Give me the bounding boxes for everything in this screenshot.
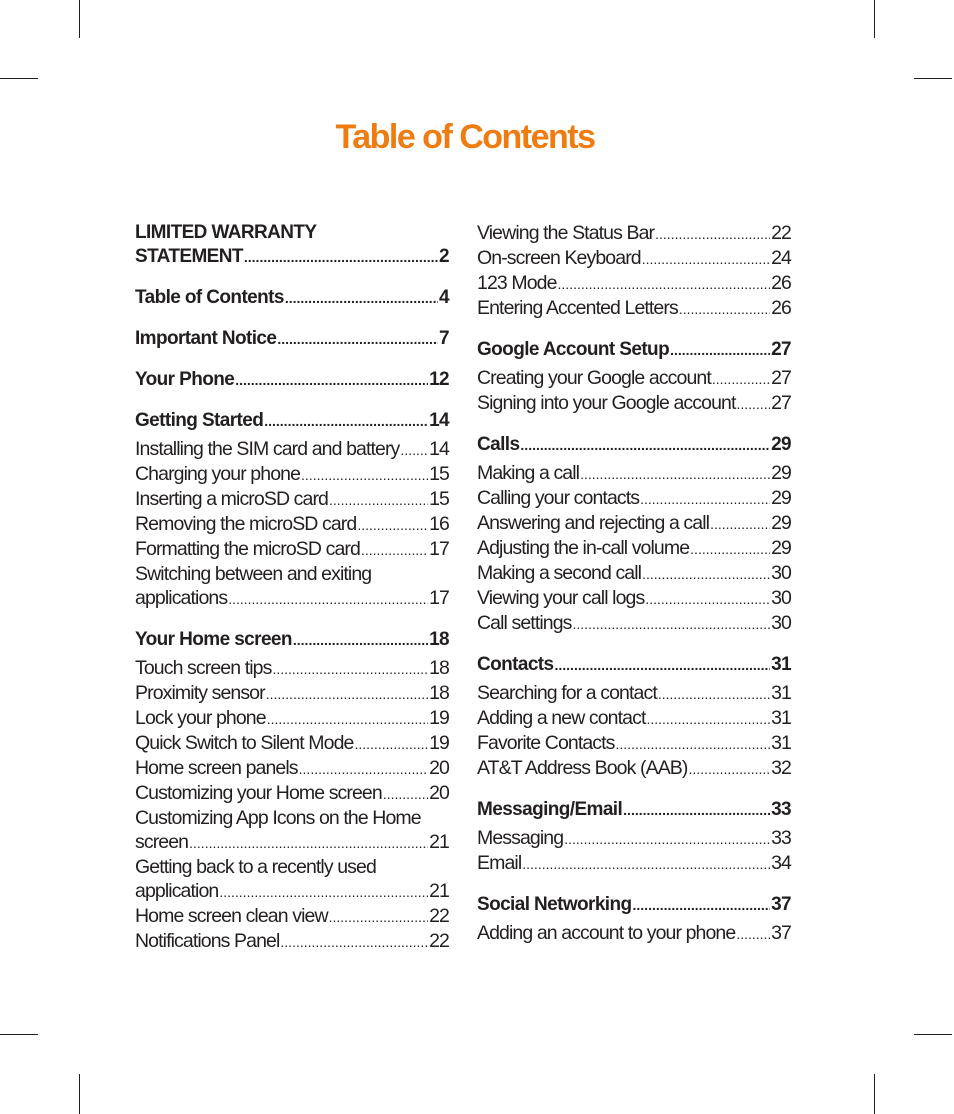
page-number: 21 [429, 880, 449, 902]
toc-right-column [477, 221, 791, 963]
toc-entry-label: Calling your contacts [477, 487, 640, 509]
dot-leader [736, 922, 770, 946]
dot-leader [689, 757, 771, 781]
toc-entry[interactable] [477, 391, 791, 416]
toc-entry-label: Home screen panels [135, 757, 298, 779]
toc-entry-label: Lock your phone [135, 707, 266, 729]
toc-entry-label: Formatting the microSD card [135, 538, 360, 560]
dot-leader [266, 682, 428, 706]
dot-leader [555, 653, 771, 677]
toc-heading[interactable] [477, 338, 791, 362]
page-number: 30 [771, 612, 791, 634]
dot-leader [267, 707, 428, 731]
dot-leader [219, 880, 428, 904]
toc-section-your-phone [135, 368, 449, 392]
page-number: 29 [771, 462, 791, 484]
toc-section-table-of-contents [135, 286, 449, 310]
toc-left-column [135, 221, 449, 971]
page-number: 29 [771, 512, 791, 534]
dot-leader [293, 628, 428, 652]
toc-heading[interactable] [135, 368, 449, 392]
toc-entry-label: Messaging [477, 827, 564, 849]
toc-heading-label: Getting Started [135, 410, 264, 431]
toc-heading[interactable] [135, 327, 449, 351]
dot-leader [520, 433, 770, 457]
page-number: 27 [771, 392, 791, 414]
toc-entry[interactable] [477, 536, 791, 561]
toc-entry[interactable] [477, 731, 791, 756]
toc-entry[interactable] [477, 681, 791, 706]
toc-entry-label: Entering Accented Letters [477, 297, 678, 319]
crop-mark [0, 1034, 38, 1035]
toc-entry[interactable] [135, 537, 449, 562]
dot-leader [646, 707, 770, 731]
page-number: 7 [439, 328, 449, 349]
toc-entry[interactable] [135, 512, 449, 537]
dot-leader [301, 463, 428, 487]
page-number: 17 [429, 587, 449, 609]
toc-entry[interactable] [135, 830, 449, 855]
crop-mark [0, 78, 38, 79]
dot-leader [655, 222, 770, 246]
dot-leader [329, 905, 428, 929]
page-number: 30 [771, 587, 791, 609]
toc-entry[interactable] [477, 611, 791, 636]
dot-leader [736, 392, 770, 416]
page-number: 37 [771, 894, 791, 915]
dot-leader [299, 757, 428, 781]
toc-entry[interactable] [477, 271, 791, 296]
toc-entry-label: Proximity sensor [135, 682, 265, 704]
toc-entry-label: 123 Mode [477, 272, 557, 294]
toc-heading-label: Important Notice [135, 328, 277, 349]
dot-leader [277, 327, 438, 351]
toc-entry[interactable] [477, 461, 791, 486]
toc-entry[interactable] [135, 731, 449, 756]
toc-entry[interactable] [477, 246, 791, 271]
toc-entry-label: Touch screen tips [135, 657, 272, 679]
dot-leader [645, 587, 770, 611]
toc-entry[interactable] [477, 851, 791, 876]
toc-entry[interactable] [477, 706, 791, 731]
toc-entry-label: Call settings [477, 612, 572, 634]
toc-entry-label: Adjusting the in-call volume [477, 537, 690, 559]
toc-entry[interactable] [135, 756, 449, 781]
page-number: 22 [771, 222, 791, 244]
toc-section-getting-started [135, 409, 449, 611]
page-number: 21 [429, 831, 449, 853]
toc-entry-label: Notifications Panel [135, 930, 280, 952]
toc-heading-label: Google Account Setup [477, 339, 670, 360]
page-number: 15 [429, 463, 449, 485]
page-number: 29 [771, 537, 791, 559]
toc-section-google-account [477, 338, 791, 416]
toc-entry-line: Getting back to a recently used [135, 856, 376, 878]
dot-leader [383, 782, 428, 806]
page-number: 27 [771, 367, 791, 389]
toc-entry[interactable] [135, 586, 449, 611]
dot-leader [361, 538, 428, 562]
toc-entry-label: Viewing your call logs [477, 587, 645, 609]
toc-heading-line: LIMITED WARRANTY [135, 222, 317, 243]
crop-mark [914, 78, 952, 79]
toc-section-warranty [135, 221, 449, 269]
dot-leader [235, 368, 428, 392]
toc-entry[interactable] [135, 929, 449, 954]
page-number: 26 [771, 272, 791, 294]
toc-entry[interactable] [135, 706, 449, 731]
page-number: 24 [771, 247, 791, 269]
page-number: 20 [429, 782, 449, 804]
page-number: 4 [439, 287, 449, 308]
dot-leader [640, 487, 770, 511]
crop-mark [874, 0, 875, 38]
toc-heading[interactable] [477, 798, 791, 822]
toc-section-social-networking [477, 893, 791, 946]
toc-entry[interactable] [135, 781, 449, 806]
page-number: 32 [771, 757, 791, 779]
page-title: Table of Contents [335, 118, 595, 156]
dot-leader [400, 438, 428, 462]
dot-leader [522, 852, 770, 876]
toc-entry-label: Quick Switch to Silent Mode [135, 732, 354, 754]
toc-heading[interactable] [477, 433, 791, 457]
toc-heading[interactable] [477, 893, 791, 917]
toc-heading[interactable] [477, 653, 791, 677]
toc-entry[interactable] [477, 221, 791, 246]
toc-entry[interactable] [135, 681, 449, 706]
toc-heading-label: Your Phone [135, 369, 235, 390]
toc-heading-label: Contacts [477, 654, 554, 675]
page-number: 29 [771, 487, 791, 509]
toc-entry-label: Viewing the Status Bar [477, 222, 655, 244]
toc-entry[interactable] [135, 879, 449, 904]
page-number: 31 [771, 732, 791, 754]
dot-leader [580, 462, 770, 486]
dot-leader [244, 245, 438, 269]
toc-entry-label: Adding an account to your phone [477, 922, 736, 944]
crop-mark [79, 1074, 80, 1114]
page-number: 18 [429, 629, 449, 650]
toc-entry[interactable] [135, 437, 449, 462]
page-number: 27 [771, 339, 791, 360]
page-number: 16 [429, 513, 449, 535]
toc-heading[interactable] [135, 409, 449, 433]
dot-leader [690, 537, 770, 561]
dot-leader [272, 657, 428, 681]
toc-heading-label: STATEMENT [135, 246, 243, 267]
dot-leader [623, 798, 770, 822]
toc-entry[interactable] [477, 921, 791, 946]
toc-entry[interactable] [477, 511, 791, 536]
dot-leader [285, 286, 438, 310]
toc-entry[interactable] [477, 756, 791, 781]
toc-entry-label: Creating your Google account [477, 367, 711, 389]
toc-entry[interactable] [135, 904, 449, 929]
toc-section-messaging [477, 798, 791, 876]
dot-leader [189, 831, 428, 855]
dot-leader [670, 338, 770, 362]
page-number: 14 [429, 410, 449, 431]
toc-entry-label: Answering and rejecting a call [477, 512, 710, 534]
toc-entry[interactable] [135, 462, 449, 487]
toc-entry[interactable] [477, 826, 791, 851]
page-number: 29 [771, 434, 791, 455]
toc-entry-label: applications [135, 587, 228, 609]
toc-entry-label: Inserting a microSD card [135, 488, 328, 510]
toc-entry-label: Removing the microSD card [135, 513, 357, 535]
toc-heading-label: Your Home screen [135, 629, 292, 650]
toc-entry-label: Signing into your Google account [477, 392, 736, 414]
dot-leader [658, 682, 770, 706]
toc-section-continued [477, 221, 791, 321]
dot-leader [228, 587, 428, 611]
page-number: 18 [429, 657, 449, 679]
page-number: 19 [429, 732, 449, 754]
page-number: 14 [429, 438, 449, 460]
page-number: 22 [429, 905, 449, 927]
toc-entry-label: Adding a new contact [477, 707, 646, 729]
dot-leader [710, 512, 770, 536]
dot-leader [558, 272, 771, 296]
toc-entry-label: screen [135, 831, 189, 853]
page-number: 34 [771, 852, 791, 874]
dot-leader [642, 562, 770, 586]
dot-leader [712, 367, 770, 391]
dot-leader [357, 513, 428, 537]
page-number: 22 [429, 930, 449, 952]
toc-section-important-notice [135, 327, 449, 351]
toc-heading-label: Messaging/Email [477, 799, 623, 820]
toc-entry[interactable] [477, 296, 791, 321]
page-number: 2 [439, 246, 449, 267]
page-number: 15 [429, 488, 449, 510]
page-number: 31 [771, 682, 791, 704]
toc-entry[interactable] [477, 586, 791, 611]
page-number: 26 [771, 297, 791, 319]
toc-section-contacts [477, 653, 791, 781]
toc-entry-label: Making a call [477, 462, 580, 484]
toc-entry[interactable] [135, 656, 449, 681]
toc-entry-label: Making a second call [477, 562, 642, 584]
toc-entry-label: Favorite Contacts [477, 732, 615, 754]
dot-leader [264, 409, 428, 433]
crop-mark [914, 1034, 952, 1035]
toc-entry-label: Home screen clean view [135, 905, 328, 927]
dot-leader [642, 247, 770, 271]
dot-leader [573, 612, 771, 636]
toc-heading-label: Table of Contents [135, 287, 284, 308]
page-number: 19 [429, 707, 449, 729]
page-number: 17 [429, 538, 449, 560]
toc-entry[interactable] [477, 486, 791, 511]
toc-entry[interactable] [477, 366, 791, 391]
page-number: 12 [429, 369, 449, 390]
dot-leader [280, 930, 428, 954]
toc-section-calls [477, 433, 791, 636]
dot-leader [633, 893, 771, 917]
page-number: 33 [771, 827, 791, 849]
dot-leader [564, 827, 770, 851]
toc-entry-label: Installing the SIM card and battery [135, 438, 400, 460]
page-number: 18 [429, 682, 449, 704]
crop-mark [79, 0, 80, 38]
toc-entry-label: Searching for a contact [477, 682, 657, 704]
page-number: 31 [771, 654, 791, 675]
page-number: 33 [771, 799, 791, 820]
toc-heading-label: Social Networking [477, 894, 632, 915]
dot-leader [354, 732, 428, 756]
toc-entry-label: Charging your phone [135, 463, 301, 485]
toc-entry-label: On-screen Keyboard [477, 247, 641, 269]
toc-heading[interactable] [135, 286, 449, 310]
dot-leader [616, 732, 771, 756]
toc-entry-label: AT&T Address Book (AAB) [477, 757, 688, 779]
toc-heading[interactable] [135, 245, 449, 269]
page-number: 20 [429, 757, 449, 779]
toc-entry-label: Customizing your Home screen [135, 782, 382, 804]
toc-entry-line: Customizing App Icons on the Home [135, 807, 421, 829]
dot-leader [679, 297, 770, 321]
toc-section-home-screen [135, 628, 449, 954]
dot-leader [329, 488, 428, 512]
toc-entry[interactable] [135, 487, 449, 512]
toc-entry-label: application [135, 880, 219, 902]
toc-heading-label: Calls [477, 434, 520, 455]
toc-entry-line: Switching between and exiting [135, 563, 372, 585]
toc-entry-label: Email [477, 852, 522, 874]
page-number: 37 [771, 922, 791, 944]
page-number: 30 [771, 562, 791, 584]
toc-heading[interactable] [135, 628, 449, 652]
crop-mark [874, 1074, 875, 1114]
page-number: 31 [771, 707, 791, 729]
toc-entry[interactable] [477, 561, 791, 586]
